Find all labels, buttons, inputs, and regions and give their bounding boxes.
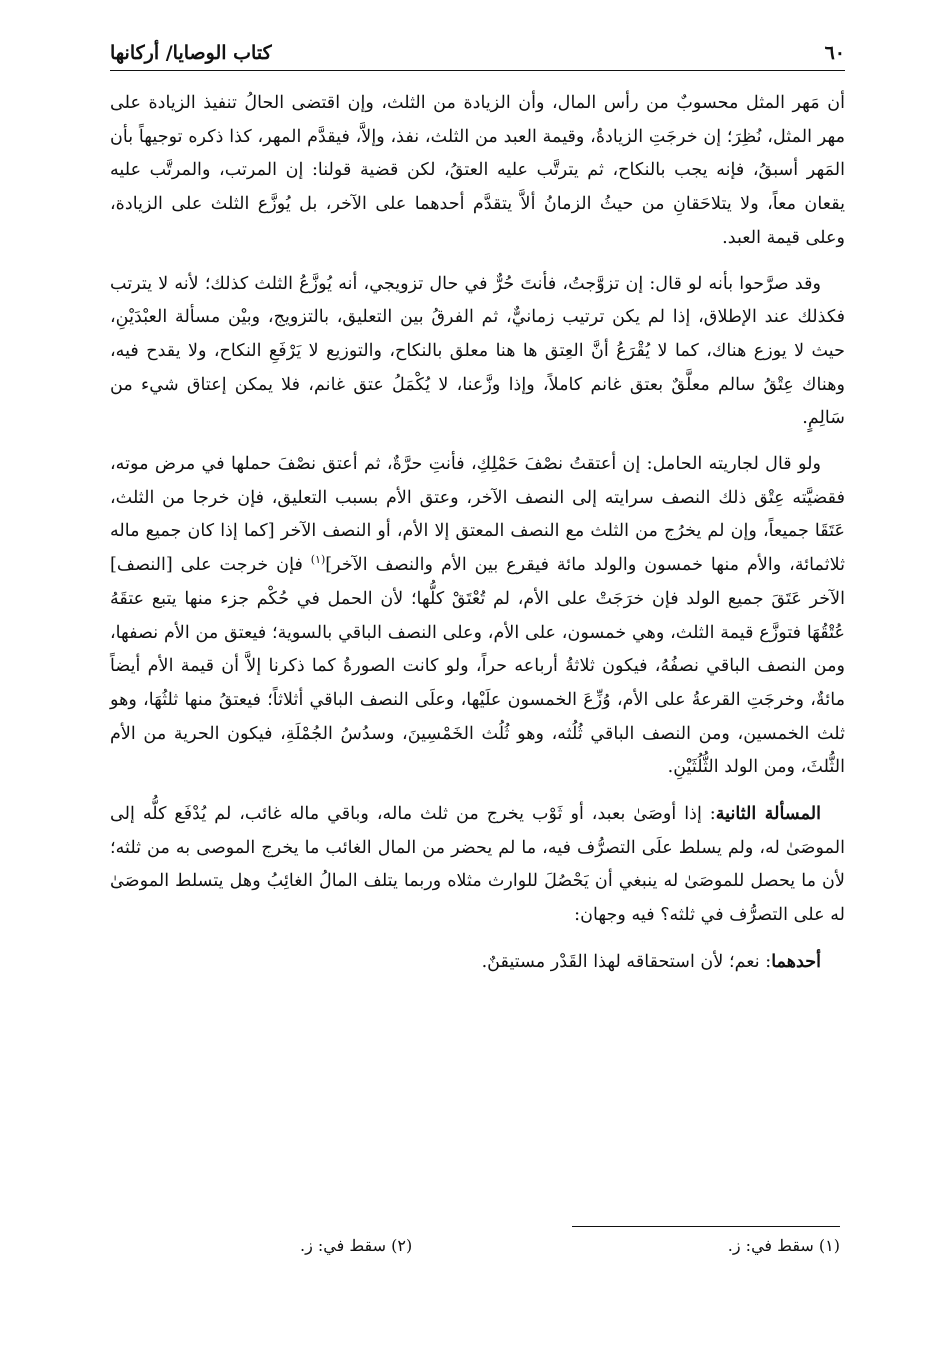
paragraph-4-text: : إذا أوصَىٰ بعبد، أو ثَوْب يخرج من ثلث ماله، وباقي ماله غائب، لم يُدْفَع كلُّه إلى الموصَىٰ له، ولم يسلط علَى التصرُّف فيه، ما لم يحضر من المال الغائب ما يخرج الموصى به من ثلثه؛ لأن ما يحصل للموصَىٰ له ينبغي أن يَحْصُلَ للوارث مثلاه وربما يتلف المالُ الغائِبُ وهل يتسلط الموصَىٰ له على التصرُّف في ثلثه؟ فيه وجهان: [110,804,845,926]
paragraph-4 [110,797,845,933]
paragraph-3-part-1: ولو قال لجاريته الحامل: إن أعتقتُ نصْفَ حَمْلِكِ، فأنتِ حرَّةٌ، ثم أعتق نصْفَ حملها في مرض موته، فقضيَّته عِتْق ذلك النصف سرايته إلى النصف الآخر، وعتق الأم بسبب التعليق، فإن خرجا من الثلث، عَتَقَا جميعاً، وإن لم يخرُج من الثلث مع النصف المعتق إلا الأم، أو النصف الآخر [كما إذا كان جميع ماله ثلاثمائة، والأم منها خمسون والولد مائة فيقرع بين الأم والنصف الآخر] [110,454,845,576]
footnote-divider [572,1226,840,1227]
paragraph-1: أن مَهر المثل محسوبٌ من رأس المال، وأن الزيادة من الثلث، وإن اقتضى الحالُ تنفيذ الزيادة على مهر المثل، نُظِرَ؛ إن خرجَتِ الزيادةُ، وقيمة العبد من الثلث، نفذ، وإلاَّ، فيقدَّم المهر، كذا ذكره توجيهاً بأن المَهر أسبقُ، فإنه يجب بالنكاح، ثم يترتَّب عليه العتقُ، لكن قضية قولنا: إن المرتب، والمرتَّب عليه يقعان معاً، ولا يتلاحَقانِ من حيثُ الزمانُ ألاَّ يتقدَّم أحدهما على الآخر، بل يُوزَّع الثلث على الزيادة، وعلى قيمة العبد. [110,93,845,248]
paragraph-5 [110,945,845,980]
footnote-1: (١) سقط في: ز. [727,1236,840,1255]
paragraph-3 [110,448,845,785]
paragraph-3-part-2: فإن خرجت على [النصف] الآخر عَتَقَ جميع الولد فإن خرَجَتْ على الأم، لم تُعْتَقْ كلُّها؛ لأن الحمل في حُكْم جزء منها يتبع عتقَهُ عُتْقُهَا فتوزَّع قيمة الثلث، وهي خمسون، على الأم، وعلى النصف الباقي بالسوية؛ فيعتق من الأم نصفها، ومن النصف الباقي نصفُهُ، فيكون ثلاثةُ أرباعه حراً، ولو كانت الصورةُ كما ذكرنا إلاَّ أن قيمة الأم أيضاً مائةٌ، وخرجَتِ القرعةُ على الأم، وُزِّعَ الخمسون علَيْها، وعلَى النصف الباقي أثلاثاً؛ فيعتقُ منها ثلثُهَا، وهو ثلث الخمسين، ومن النصف الباقي ثُلُثه، وهو ثُلُث الخَمْسِينَ، وسدُسُ الجُمْلَةِ، فيكون الحرية من الأم الثُّلثَ، ومن الولد الثُّلُثَيْنِ. [110,555,845,778]
paragraph-2: وقد صرَّحوا بأنه لو قال: إن تزوَّجتُ، فأنتَ حُرٌّ في حال تزويجي، أنه يُوزَّعُ الثلث كذلك؛ لأنه لا يترتب فكذلك عند الإطلاق، إذا لم يكن ترتيب زمانيٌّ، ثم الفرقُ بين التعليق، بالتزويج، وبيْن مسألة العبْدَيْنِ، حيث لا يوزع هناك، كما لا يُقْرَعُ أنَّ العِتق ها هنا معلق بالنكاح، والتوزيع لا يَرْفَعِ النكاح، ولا يقدح فيه، وهناك عِتْقُ سالم معلَّقٌ بعتق غانم كاملاً، وإذا وزَّعنا، لا يُكْمَلُ عتق غانم، فلا يمكن إعتاق شيء من سَالِمٍ. [110,273,845,429]
page-number: ٦٠ [824,42,845,64]
page-header [110,30,845,71]
footnotes [300,1236,840,1255]
paragraph-5-text: : نعم؛ لأن استحقاقه لهذا القَدْر مستيقنٌ. [481,951,772,972]
main-text [110,87,845,980]
footnote-reference: (١) [310,553,326,567]
first-view-heading: أحدهما [771,950,821,972]
book-page [110,30,845,992]
issue-heading: المسألة الثانية [715,803,821,825]
running-title: كتاب الوصايا/ أركانها [110,42,272,64]
footnote-2: (٢) سقط في: ز. [300,1236,413,1255]
